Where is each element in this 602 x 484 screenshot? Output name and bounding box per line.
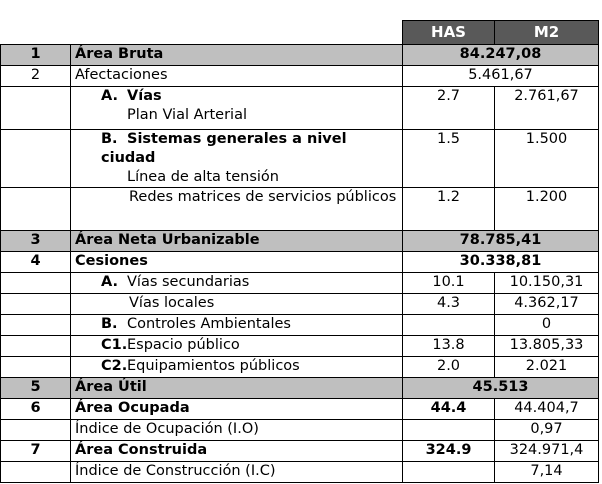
cell-m2: 324.971,4	[495, 441, 599, 462]
row-total: 5.461,67	[403, 66, 599, 87]
row-area-construida	[1, 441, 599, 462]
cell-has: 13.8	[403, 336, 495, 357]
row-area-ocupada	[1, 399, 599, 420]
cell-m2: 4.362,17	[495, 294, 599, 315]
cell-has	[403, 462, 495, 483]
row-label: Índice de Construcción (I.C)	[71, 462, 403, 483]
row-total: 30.338,81	[403, 252, 599, 273]
cell-has: 1.5	[403, 130, 495, 188]
row-label-cell	[71, 87, 403, 130]
row-label: Área Ocupada	[71, 399, 403, 420]
cell-has	[403, 420, 495, 441]
row-sublabel: Plan Vial Arterial	[127, 107, 248, 123]
row-label: Índice de Ocupación (I.O)	[71, 420, 403, 441]
row-letter: B.	[101, 131, 118, 147]
row-label: Redes matrices de servicios públicos	[71, 188, 403, 231]
row-espacio-publico	[1, 336, 599, 357]
row-sublabel: Línea de alta tensión	[127, 169, 279, 185]
row-area-neta-urbanizable	[1, 231, 599, 252]
row-number: 5	[1, 378, 71, 399]
row-number: 1	[1, 45, 71, 66]
row-label: Sistemas generales a nivel ciudad	[101, 131, 347, 166]
row-letter: C2.	[101, 358, 128, 374]
cell-has: 324.9	[403, 441, 495, 462]
cell-m2: 7,14	[495, 462, 599, 483]
header-has: HAS	[403, 21, 495, 45]
row-label: Vías locales	[71, 294, 403, 315]
row-label: Controles Ambientales	[127, 316, 291, 332]
cell-m2: 1.500	[495, 130, 599, 188]
cell-m2: 2.761,67	[495, 87, 599, 130]
header-m2: M2	[495, 21, 599, 45]
row-label: Cesiones	[71, 252, 403, 273]
cell-has: 44.4	[403, 399, 495, 420]
column-header-row	[1, 21, 599, 45]
row-vias-locales	[1, 294, 599, 315]
row-sistemas-generales	[1, 130, 599, 188]
row-label-cell	[71, 315, 403, 336]
row-label: Área Construida	[71, 441, 403, 462]
row-label: Área Útil	[71, 378, 403, 399]
cell-m2: 2.021	[495, 357, 599, 378]
row-number: 6	[1, 399, 71, 420]
cell-has	[403, 315, 495, 336]
row-indice-ocupacion	[1, 420, 599, 441]
row-controles-ambientales	[1, 315, 599, 336]
row-cesiones	[1, 252, 599, 273]
cell-m2: 13.805,33	[495, 336, 599, 357]
row-label-cell	[71, 357, 403, 378]
row-letter: C1.	[101, 337, 128, 353]
cell-has: 2.7	[403, 87, 495, 130]
row-label: Afectaciones	[71, 66, 403, 87]
row-equipamientos-publicos	[1, 357, 599, 378]
cell-m2: 0	[495, 315, 599, 336]
cell-m2: 0,97	[495, 420, 599, 441]
row-total: 84.247,08	[403, 45, 599, 66]
row-area-util	[1, 378, 599, 399]
cell-has: 2.0	[403, 357, 495, 378]
cell-has: 4.3	[403, 294, 495, 315]
row-label: Vías secundarias	[127, 274, 250, 290]
row-label-cell	[71, 130, 403, 188]
cell-m2: 44.404,7	[495, 399, 599, 420]
row-vias	[1, 87, 599, 130]
cell-has: 1.2	[403, 188, 495, 231]
row-afectaciones	[1, 66, 599, 87]
row-label-cell	[71, 336, 403, 357]
row-label: Vías	[127, 88, 162, 104]
row-area-bruta	[1, 45, 599, 66]
row-total: 45.513	[403, 378, 599, 399]
row-number: 3	[1, 231, 71, 252]
row-label: Espacio público	[127, 337, 240, 353]
row-vias-secundarias	[1, 273, 599, 294]
cell-has: 10.1	[403, 273, 495, 294]
row-indice-construccion	[1, 462, 599, 483]
row-label: Área Bruta	[71, 45, 403, 66]
row-label: Equipamientos públicos	[127, 358, 300, 374]
cell-m2: 10.150,31	[495, 273, 599, 294]
row-letter: A.	[101, 274, 118, 290]
row-number: 4	[1, 252, 71, 273]
row-label-cell	[71, 273, 403, 294]
row-letter: B.	[101, 316, 118, 332]
row-label: Área Neta Urbanizable	[71, 231, 403, 252]
cell-m2: 1.200	[495, 188, 599, 231]
row-total: 78.785,41	[403, 231, 599, 252]
row-number: 2	[1, 66, 71, 87]
row-number: 7	[1, 441, 71, 462]
row-redes-matrices	[1, 188, 599, 231]
row-letter: A.	[101, 88, 118, 104]
areas-table	[0, 20, 599, 483]
